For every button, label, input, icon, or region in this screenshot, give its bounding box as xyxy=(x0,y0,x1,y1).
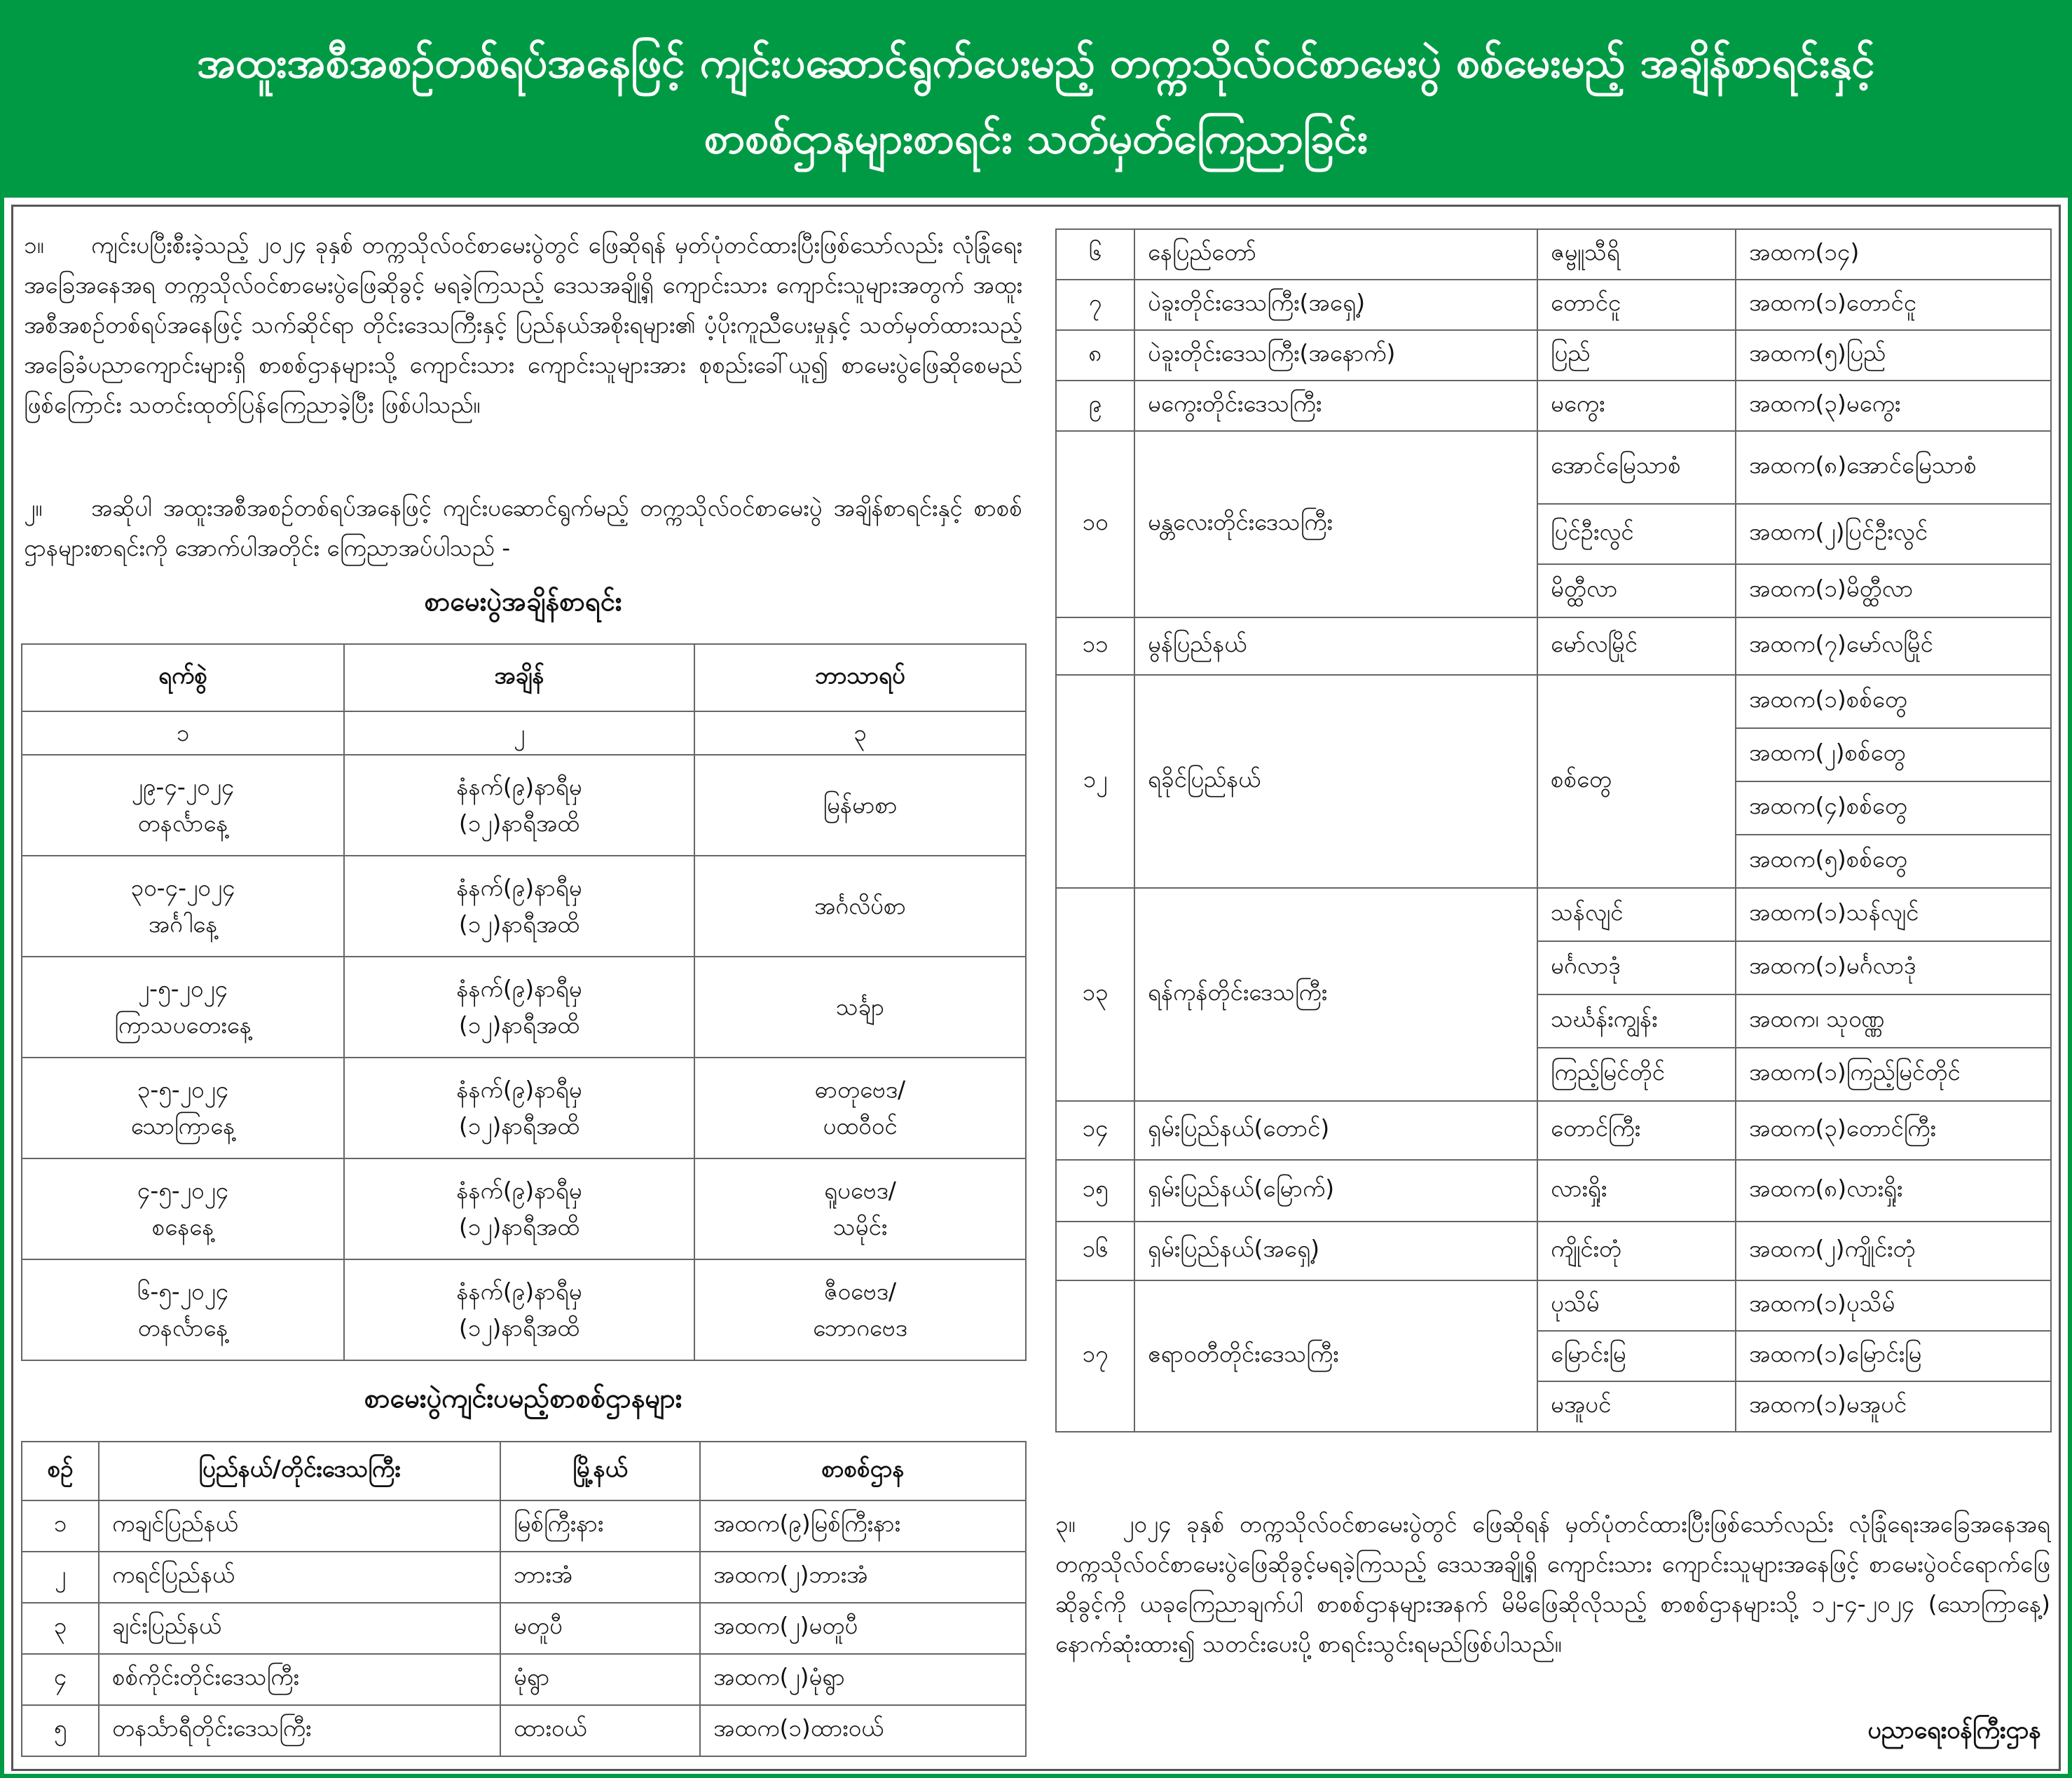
center-region: ရခိုင်ပြည်နယ် xyxy=(1134,675,1537,888)
schedule-time-end: (၁၂)နာရီအထိ xyxy=(458,809,580,837)
center-no: ၁၂ xyxy=(1056,675,1134,888)
schedule-subject: အင်္ဂလိပ်စာ xyxy=(814,892,907,919)
schedule-subject-cell xyxy=(694,1259,1026,1360)
centers-row xyxy=(22,1552,1026,1603)
centers-row xyxy=(22,1603,1026,1654)
center-name: အထက(၁)ထားဝယ် xyxy=(700,1705,1026,1756)
center-township: စစ်တွေ xyxy=(1537,675,1736,888)
center-name: အထက(၂)ကျိုင်းတုံ xyxy=(1736,1222,2051,1280)
schedule-time-cell xyxy=(344,856,694,957)
schedule-row xyxy=(22,1259,1026,1360)
center-name: အထက(၂)မတူပီ xyxy=(700,1603,1026,1654)
center-no: ၉ xyxy=(1056,381,1134,431)
schedule-row xyxy=(22,1158,1026,1259)
centers-row xyxy=(1056,280,2051,330)
schedule-time-end: (၁၂)နာရီအထိ xyxy=(458,910,580,938)
schedule-date-cell xyxy=(22,856,344,957)
centers-row xyxy=(1056,1280,2051,1331)
schedule-date-cell xyxy=(22,1259,344,1360)
centers-row xyxy=(22,1500,1026,1552)
center-name: အထက(၄)စစ်တွေ xyxy=(1736,781,2051,835)
schedule-date: ၄-၅-၂၀၂၄ xyxy=(137,1177,229,1204)
schedule-row xyxy=(22,856,1026,957)
center-name: အထက(၁)ကြည့်မြင်တိုင် xyxy=(1736,1048,2051,1101)
center-township: မုံရွာ xyxy=(500,1654,700,1705)
schedule-time-start: နံနက်(၉)နာရီမှ xyxy=(456,1278,582,1305)
signature-ministry: ပညာရေးဝန်ကြီးဌာန xyxy=(1867,1716,2041,1744)
center-township: ကျိုင်းတုံ xyxy=(1537,1222,1736,1280)
schedule-time-start: နံနက်(၉)နာရီမှ xyxy=(456,1076,582,1103)
schedule-date: ၂၉-၄-၂၀၂၄ xyxy=(131,773,235,800)
center-name: အထက(၁)မိတ္ထီလာ xyxy=(1736,564,2051,617)
paragraph-3-text: ၂၀၂၄ ခုနှစ် တက္ကသိုလ်ဝင်စာမေးပွဲတွင် ဖြေဆိုရန် မှတ်ပုံတင်ထားပြီးဖြစ်သော်လည်း လုံခြုံရေးအခြေအနေအရ တက္ကသိုလ်ဝင်စာမေးပွဲဖြေဆိုခွင့်မရခဲ့ကြသည့် ဒေသအချို့ရှိ ကျောင်းသား ကျောင်းသူများအနေဖြင့် စာမေးပွဲဝင်ရောက်ဖြေဆိုခွင့်ကို ယခုကြေညာချက်ပါ စာစစ်ဌာနများအနက် မိမိဖြေဆိုလိုသည့် စာစစ်ဌာနများသို့ ၁၂-၄-၂၀၂၄ (သောကြာနေ့) နောက်ဆုံးထား၍ သတင်းပေးပို့ စာရင်းသွင်းရမည်ဖြစ်ပါသည်။ xyxy=(1055,1510,2050,1657)
center-name: အထက(၂)စစ်တွေ xyxy=(1736,728,2051,781)
schedule-date: ၂-၅-၂၀၂၄ xyxy=(137,975,228,1002)
schedule-header-subject: ဘာသာရပ် xyxy=(694,644,1026,711)
paragraph-2 xyxy=(24,488,1022,568)
center-region: မကွေးတိုင်းဒေသကြီး xyxy=(1134,381,1537,431)
paragraph-3 xyxy=(1055,1504,2050,1664)
title-line-2: စာစစ်ဌာနများစာရင်း သတ်မှတ်ကြေညာခြင်း xyxy=(704,114,1368,163)
center-township: ပြည် xyxy=(1537,330,1736,381)
schedule-subject: ဓာတုဗေဒ/ xyxy=(814,1076,906,1103)
center-township: ပုသိမ် xyxy=(1537,1280,1736,1331)
center-no: ၁၁ xyxy=(1056,617,1134,675)
center-name: အထက(၅)စစ်တွေ xyxy=(1736,835,2051,888)
center-name: အထက(၃)တောင်ကြီး xyxy=(1736,1101,2051,1160)
center-name: အထက(၁၄) xyxy=(1736,229,2051,280)
schedule-time-cell xyxy=(344,755,694,856)
schedule-date-cell xyxy=(22,957,344,1058)
center-region: ရှမ်းပြည်နယ်(မြောက်) xyxy=(1134,1160,1537,1222)
schedule-subject: ရူပဗေဒ/ xyxy=(824,1177,896,1204)
schedule-time-cell xyxy=(344,1259,694,1360)
center-name: အထက(၁)တောင်ငူ xyxy=(1736,280,2051,330)
center-region: ရှမ်းပြည်နယ်(အရှေ့) xyxy=(1134,1222,1537,1280)
schedule-table xyxy=(21,643,1027,1361)
centers-row xyxy=(22,1654,1026,1705)
title-line-1: အထူးအစီအစဉ်တစ်ရပ်အနေဖြင့် ကျင်းပဆောင်ရွက်ပေးမည့် တက္ကသိုလ်ဝင်စာမေးပွဲ စစ်မေးမည့် အချိန်စာရင်းနှင့် xyxy=(197,39,1875,88)
schedule-day: တနင်္လာနေ့ xyxy=(137,1314,228,1341)
centers-row xyxy=(1056,229,2051,280)
centers-header-region: ပြည်နယ်/တိုင်းဒေသကြီး xyxy=(99,1442,500,1500)
centers-table-left xyxy=(21,1441,1027,1757)
paragraph-1-number: ၁။ xyxy=(24,231,44,259)
center-region: မွန်ပြည်နယ် xyxy=(1134,617,1537,675)
center-township: သင်္ဃန်းကျွန်း xyxy=(1537,994,1736,1048)
center-no: ၂ xyxy=(22,1552,99,1603)
schedule-row xyxy=(22,755,1026,856)
center-no: ၈ xyxy=(1056,330,1134,381)
center-township: မြစ်ကြီးနား xyxy=(500,1500,700,1552)
schedule-subject-cell xyxy=(694,755,1026,856)
center-township: ထားဝယ် xyxy=(500,1705,700,1756)
schedule-time-cell xyxy=(344,1158,694,1259)
centers-heading: စာမေးပွဲကျင်းပမည့်စာစစ်ဌာနများ xyxy=(364,1383,682,1414)
schedule-time-start: နံနက်(၉)နာရီမှ xyxy=(456,975,582,1002)
center-township: လားရှိုး xyxy=(1537,1160,1736,1222)
schedule-date-cell xyxy=(22,755,344,856)
schedule-subject: မြန်မာစာ xyxy=(823,791,898,819)
centers-row xyxy=(1056,330,2051,381)
center-name: အထက(၃)မကွေး xyxy=(1736,381,2051,431)
paragraph-2-number: ၂။ xyxy=(24,494,43,521)
centers-row xyxy=(1056,888,2051,941)
center-name: အထက(၉)မြစ်ကြီးနား xyxy=(700,1500,1026,1552)
schedule-subject-cell xyxy=(694,1158,1026,1259)
schedule-date-cell xyxy=(22,1158,344,1259)
schedule-time-cell xyxy=(344,957,694,1058)
center-region: ချင်းပြည်နယ် xyxy=(99,1603,500,1654)
center-name: အထက(၁)သန်လျင် xyxy=(1736,888,2051,941)
center-no: ၁၆ xyxy=(1056,1222,1134,1280)
schedule-date: ၃၀-၄-၂၀၂၄ xyxy=(130,874,235,901)
schedule-subject: ဇီဝဗေဒ/ xyxy=(823,1278,897,1305)
paragraph-1 xyxy=(24,225,1022,425)
centers-row xyxy=(1056,617,2051,675)
schedule-col-number: ၃ xyxy=(694,711,1026,755)
center-no: ၁၇ xyxy=(1056,1280,1134,1432)
center-region: ရန်ကုန်တိုင်းဒေသကြီး xyxy=(1134,888,1537,1101)
center-township: မကွေး xyxy=(1537,381,1736,431)
center-no: ၁၅ xyxy=(1056,1160,1134,1222)
center-no: ၁၃ xyxy=(1056,888,1134,1101)
center-region: ကချင်ပြည်နယ် xyxy=(99,1500,500,1552)
centers-header-township: မြို့နယ် xyxy=(500,1442,700,1500)
center-name: အထက(၁)မြောင်းမြ xyxy=(1736,1331,2051,1381)
center-name: အထက(၁)မင်္ဂလာဒုံ xyxy=(1736,941,2051,994)
schedule-subject-alt: ပထဝီဝင် xyxy=(823,1112,898,1140)
centers-header-no: စဉ် xyxy=(22,1442,99,1500)
schedule-subject-cell xyxy=(694,856,1026,957)
centers-row xyxy=(1056,675,2051,728)
centers-row xyxy=(22,1705,1026,1756)
center-township: အောင်မြေသာစံ xyxy=(1537,431,1736,504)
schedule-subject-cell xyxy=(694,1058,1026,1158)
schedule-day: ကြာသပတေးနေ့ xyxy=(114,1011,252,1039)
schedule-time-start: နံနက်(၉)နာရီမှ xyxy=(456,874,582,901)
schedule-col-number: ၂ xyxy=(344,711,694,755)
center-name: အထက(၁)မအူပင် xyxy=(1736,1381,2051,1432)
schedule-time-end: (၁၂)နာရီအထိ xyxy=(458,1314,580,1341)
center-name: အထက(၈)အောင်မြေသာစံ xyxy=(1736,431,2051,504)
center-township: မင်္ဂလာဒုံ xyxy=(1537,941,1736,994)
center-no: ၅ xyxy=(22,1705,99,1756)
center-township: ကြည့်မြင်တိုင် xyxy=(1537,1048,1736,1101)
schedule-date: ၃-၅-၂၀၂၄ xyxy=(137,1076,229,1103)
center-township: ဘားအံ xyxy=(500,1552,700,1603)
center-no: ၁၄ xyxy=(1056,1101,1134,1160)
center-township: မအူပင် xyxy=(1537,1381,1736,1432)
schedule-time-cell xyxy=(344,1058,694,1158)
center-township: မော်လမြိုင် xyxy=(1537,617,1736,675)
center-township: တောင်ငူ xyxy=(1537,280,1736,330)
schedule-date-cell xyxy=(22,1058,344,1158)
center-region: ကရင်ပြည်နယ် xyxy=(99,1552,500,1603)
schedule-time-end: (၁၂)နာရီအထိ xyxy=(458,1213,580,1240)
center-township: သန်လျင် xyxy=(1537,888,1736,941)
schedule-row xyxy=(22,957,1026,1058)
centers-table-right xyxy=(1055,228,2052,1432)
schedule-day: တနင်္လာနေ့ xyxy=(137,809,228,837)
paragraph-2-text: အဆိုပါ အထူးအစီအစဉ်တစ်ရပ်အနေဖြင့် ကျင်းပဆောင်ရွက်မည့် တက္ကသိုလ်ဝင်စာမေးပွဲ အချိန်စာရင်းနှင့် စာစစ်ဌာနများစာရင်းကို အောက်ပါအတိုင်း ကြေညာအပ်ပါသည် - xyxy=(24,494,1022,561)
center-no: ၃ xyxy=(22,1603,99,1654)
schedule-heading: စာမေးပွဲအချိန်စာရင်း xyxy=(424,586,622,617)
schedule-subject-alt: ဘောဂဗေဒ xyxy=(813,1314,907,1341)
schedule-header-date: ရက်စွဲ xyxy=(22,644,344,711)
center-name: အထက(၁)ပုသိမ် xyxy=(1736,1280,2051,1331)
center-region: ရှမ်းပြည်နယ်(တောင်) xyxy=(1134,1101,1537,1160)
center-region: ဧရာဝတီတိုင်းဒေသကြီး xyxy=(1134,1280,1537,1432)
schedule-time-end: (၁၂)နာရီအထိ xyxy=(458,1011,580,1039)
center-region: ပဲခူးတိုင်းဒေသကြီး(အနောက်) xyxy=(1134,330,1537,381)
center-township: မတူပီ xyxy=(500,1603,700,1654)
schedule-time-start: နံနက်(၉)နာရီမှ xyxy=(456,773,582,800)
center-township: မိတ္ထီလာ xyxy=(1537,564,1736,617)
schedule-day: သောကြာနေ့ xyxy=(130,1112,235,1140)
centers-row xyxy=(1056,431,2051,504)
center-township: ဇမ္ဗူသီရိ xyxy=(1537,229,1736,280)
schedule-number-row xyxy=(22,711,1026,755)
center-name: အထက(၈)လားရှိုး xyxy=(1736,1160,2051,1222)
center-township: တောင်ကြီး xyxy=(1537,1101,1736,1160)
schedule-row xyxy=(22,1058,1026,1158)
center-no: ၁ xyxy=(22,1500,99,1552)
center-region: မန္တလေးတိုင်းဒေသကြီး xyxy=(1134,431,1537,617)
center-region: နေပြည်တော် xyxy=(1134,229,1537,280)
centers-row xyxy=(1056,1101,2051,1160)
center-name: အထက၊ သုဝဏ္ဏ xyxy=(1736,994,2051,1048)
center-no: ၇ xyxy=(1056,280,1134,330)
header-banner xyxy=(4,4,2068,198)
center-name: အထက(၅)ပြည် xyxy=(1736,330,2051,381)
schedule-header-row xyxy=(22,644,1026,711)
schedule-subject-alt: သမိုင်း xyxy=(832,1213,888,1240)
center-name: အထက(၂)မုံရွာ xyxy=(700,1654,1026,1705)
centers-row xyxy=(1056,1222,2051,1280)
schedule-day: စနေနေ့ xyxy=(151,1213,214,1240)
centers-header-row xyxy=(22,1442,1026,1500)
center-region: စစ်ကိုင်းတိုင်းဒေသကြီး xyxy=(99,1654,500,1705)
paragraph-1-text: ကျင်းပပြီးစီးခဲ့သည့် ၂၀၂၄ ခုနှစ် တက္ကသိုလ်ဝင်စာမေးပွဲတွင် ဖြေဆိုရန် မှတ်ပုံတင်ထားပြီးဖြစ်သော်လည်း လုံခြုံရေးအခြေအနေအရ တက္ကသိုလ်ဝင်စာမေးပွဲဖြေဆိုခွင့် မရခဲ့ကြသည့် ဒေသအချို့ရှိ ကျောင်းသား ကျောင်းသူများအတွက် အထူးအစီအစဉ်တစ်ရပ်အနေဖြင့် သက်ဆိုင်ရာ တိုင်းဒေသကြီးနှင့် ပြည်နယ်အစိုးရများ၏ ပံ့ပိုးကူညီပေးမှုနှင့် သတ်မှတ်ထားသည့် အခြေခံပညာကျောင်းများရှိ စာစစ်ဌာနများသို့ ကျောင်းသား ကျောင်းသူများအား စုစည်းခေါ်ယူ၍ စာမေးပွဲဖြေဆိုစေမည်ဖြစ်ကြောင်း သတင်းထုတ်ပြန်ကြေညာခဲ့ပြီး ဖြစ်ပါသည်။ xyxy=(24,231,1022,418)
centers-row xyxy=(1056,381,2051,431)
center-region: တနင်္သာရီတိုင်းဒေသကြီး xyxy=(99,1705,500,1756)
centers-header-center: စာစစ်ဌာန xyxy=(700,1442,1026,1500)
schedule-header-time: အချိန် xyxy=(344,644,694,711)
center-name: အထက(၁)စစ်တွေ xyxy=(1736,675,2051,728)
center-township: ပြင်ဦးလွင် xyxy=(1537,504,1736,564)
center-name: အထက(၇)မော်လမြိုင် xyxy=(1736,617,2051,675)
schedule-subject-cell xyxy=(694,957,1026,1058)
schedule-subject: သင်္ချာ xyxy=(835,993,885,1020)
center-no: ၁၀ xyxy=(1056,431,1134,617)
center-name: အထက(၂)ဘားအံ xyxy=(700,1552,1026,1603)
center-name: အထက(၂)ပြင်ဦးလွင် xyxy=(1736,504,2051,564)
schedule-day: အင်္ဂါနေ့ xyxy=(148,910,218,938)
center-no: ၆ xyxy=(1056,229,1134,280)
schedule-col-number: ၁ xyxy=(22,711,344,755)
paragraph-3-number: ၃။ xyxy=(1055,1510,1076,1538)
center-no: ၄ xyxy=(22,1654,99,1705)
schedule-time-start: နံနက်(၉)နာရီမှ xyxy=(456,1177,582,1204)
schedule-date: ၆-၅-၂၀၂၄ xyxy=(137,1278,229,1305)
center-township: မြောင်းမြ xyxy=(1537,1331,1736,1381)
center-region: ပဲခူးတိုင်းဒေသကြီး(အရှေ့) xyxy=(1134,280,1537,330)
centers-row xyxy=(1056,1160,2051,1222)
schedule-time-end: (၁၂)နာရီအထိ xyxy=(458,1112,580,1140)
